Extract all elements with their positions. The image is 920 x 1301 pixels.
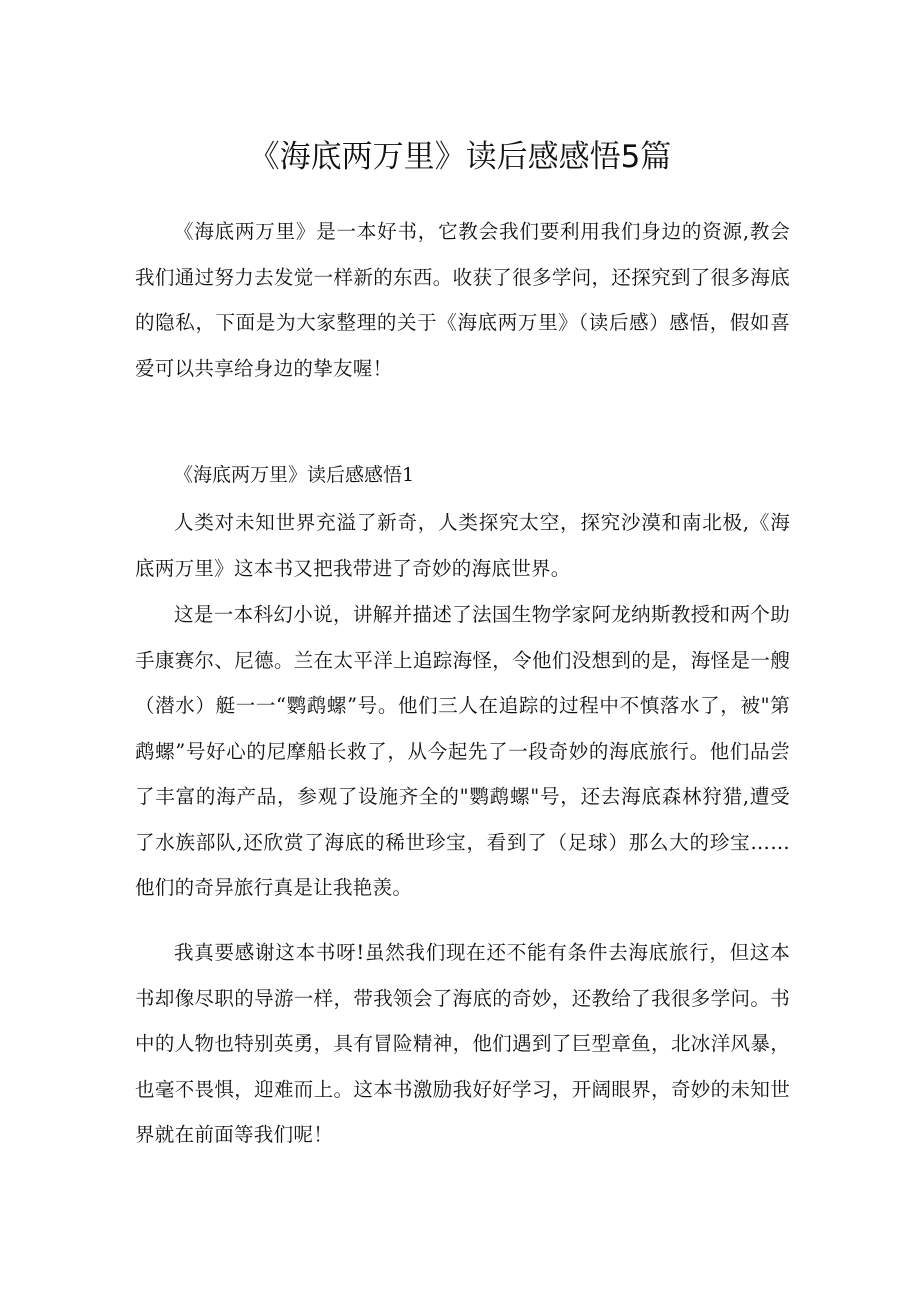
document-title: 《海底两万里》读后感感悟5篇: [248, 139, 672, 175]
body-paragraph: 我真要感谢这本书呀!虽然我们现在还不能有条件去海底旅行，但这本书却像尽职的导游一样，带我领会了海底的奇妙，还教给了我很多学问。书中的人物也特别英勇，具有冒险精神，他们遇到了巨型章鱼，北冰洋风暴，也毫不畏惧，迎难而上。这本书激励我好好学习，开阔眼界，奇妙的未知世界就在前面等我们呢！: [135, 941, 790, 1146]
body-paragraph: 这是一本科幻小说，讲解并描述了法国生物学家阿龙纳斯教授和两个助手康赛尔、尼德。兰在太平洋上追踪海怪，令他们没想到的是，海怪是一艘（潜水）艇一一“鹦鹉螺”号。他们三人在追踪的过程中不慎落水了，被"第鹉螺”号好心的尼摩船长救了，从今起先了一段奇妙的海底旅行。他们品尝了丰富的海产品，参观了设施齐全的"鹦鹉螺"号，还去海底森林狩猎,遭受了水族部队,还欣赏了海底的稀世珍宝，看到了（足球）那么大的珍宝……他们的奇异旅行真是让我艳羡。: [135, 603, 790, 899]
section-heading: 《海底两万里》读后感感悟1: [174, 464, 415, 486]
body-paragraph: 人类对未知世界充溢了新奇，人类探究太空，探究沙漠和南北极,《海底两万里》这本书又把我带进了奇妙的海底世界。: [135, 511, 790, 580]
intro-paragraph: 《海底两万里》是一本好书，它教会我们要利用我们身边的资源,教会我们通过努力去发觉一样新的东西。收获了很多学问，还探究到了很多海底的隐私，下面是为大家整理的关于《海底两万里》（读后感）感悟，假如喜爱可以共享给身边的挚友喔！: [135, 220, 790, 380]
